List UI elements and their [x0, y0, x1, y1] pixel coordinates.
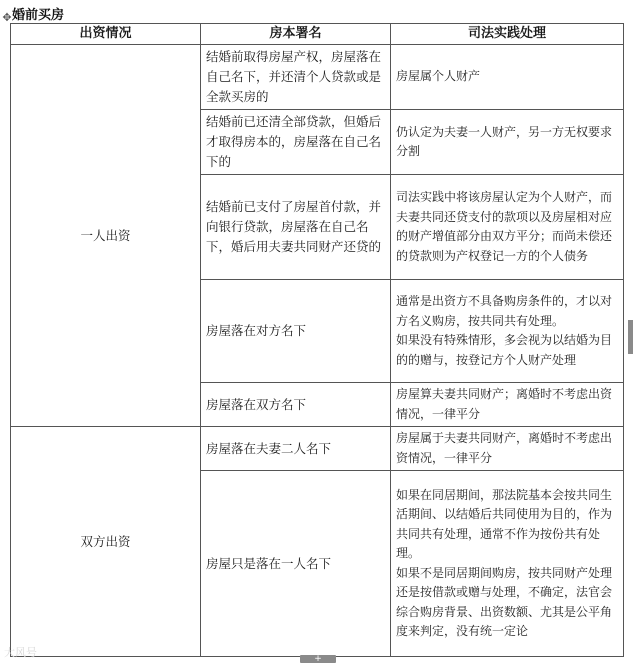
header-handling: 司法实践处理: [391, 24, 624, 45]
handling-cell: 仍认定为夫妻一人财产，另一方无权要求分割: [391, 110, 624, 175]
category-single-funding: 一人出资: [11, 45, 201, 427]
table-move-handle-icon[interactable]: ✥: [2, 11, 12, 24]
signature-cell: 结婚前取得房屋产权，房屋落在自己名下，并还清个人贷款或是全款买房的: [201, 45, 391, 110]
handling-cell: 房屋属个人财产: [391, 45, 624, 110]
header-funding: 出资情况: [11, 24, 201, 45]
header-signature: 房本署名: [201, 24, 391, 45]
purchase-table: [10, 23, 624, 657]
scroll-handle[interactable]: [628, 320, 633, 354]
page-title: 婚前买房: [12, 8, 65, 23]
handling-cell: 通常是出资方不具备购房条件的，才以对方名义购房，按共同共有处理。 如果没有特殊情形，多会视为以结婚为目的的赠与，按登记方个人财产处理: [391, 280, 624, 383]
handling-cell: 房屋属于夫妻共同财产，离婚时不考虑出资情况，一律平分: [391, 427, 624, 471]
watermark: 大风号: [4, 646, 37, 659]
handling-cell: 房屋算夫妻共同财产；离婚时不考虑出资情况，一律平分: [391, 383, 624, 427]
table-header-row: [11, 24, 624, 45]
signature-cell: 房屋落在夫妻二人名下: [201, 427, 391, 471]
category-joint-funding: 双方出资: [11, 427, 201, 657]
signature-cell: 结婚前已还清全部贷款，但婚后才取得房本的，房屋落在自己名下的: [201, 110, 391, 175]
signature-cell: 房屋落在双方名下: [201, 383, 391, 427]
signature-cell: 房屋只是落在一人名下: [201, 471, 391, 657]
handling-cell: 司法实践中将该房屋认定为个人财产，而夫妻共同还贷支付的款项以及房屋相对应的财产增值部分由双方平分；而尚未偿还的贷款则为产权登记一方的个人债务: [391, 175, 624, 280]
signature-cell: 房屋落在对方名下: [201, 280, 391, 383]
add-row-button[interactable]: +: [300, 655, 336, 663]
handling-cell: 如果在同居期间，那法院基本会按共同生活期间、以结婚后共同使用为目的，作为共同共有处理，通常不作为按份共有处理。 如果不是同居期间购房，按共同财产处理还是按借款或赠与处理，不确定，法官会综合购房背景、出资数额、尤其是公平角度来判定，没有统一定论: [391, 471, 624, 657]
signature-cell: 结婚前已支付了房屋首付款，并向银行贷款，房屋落在自己名下，婚后用夫妻共同财产还贷的: [201, 175, 391, 280]
table-row: [11, 45, 624, 110]
table-row: [11, 427, 624, 471]
